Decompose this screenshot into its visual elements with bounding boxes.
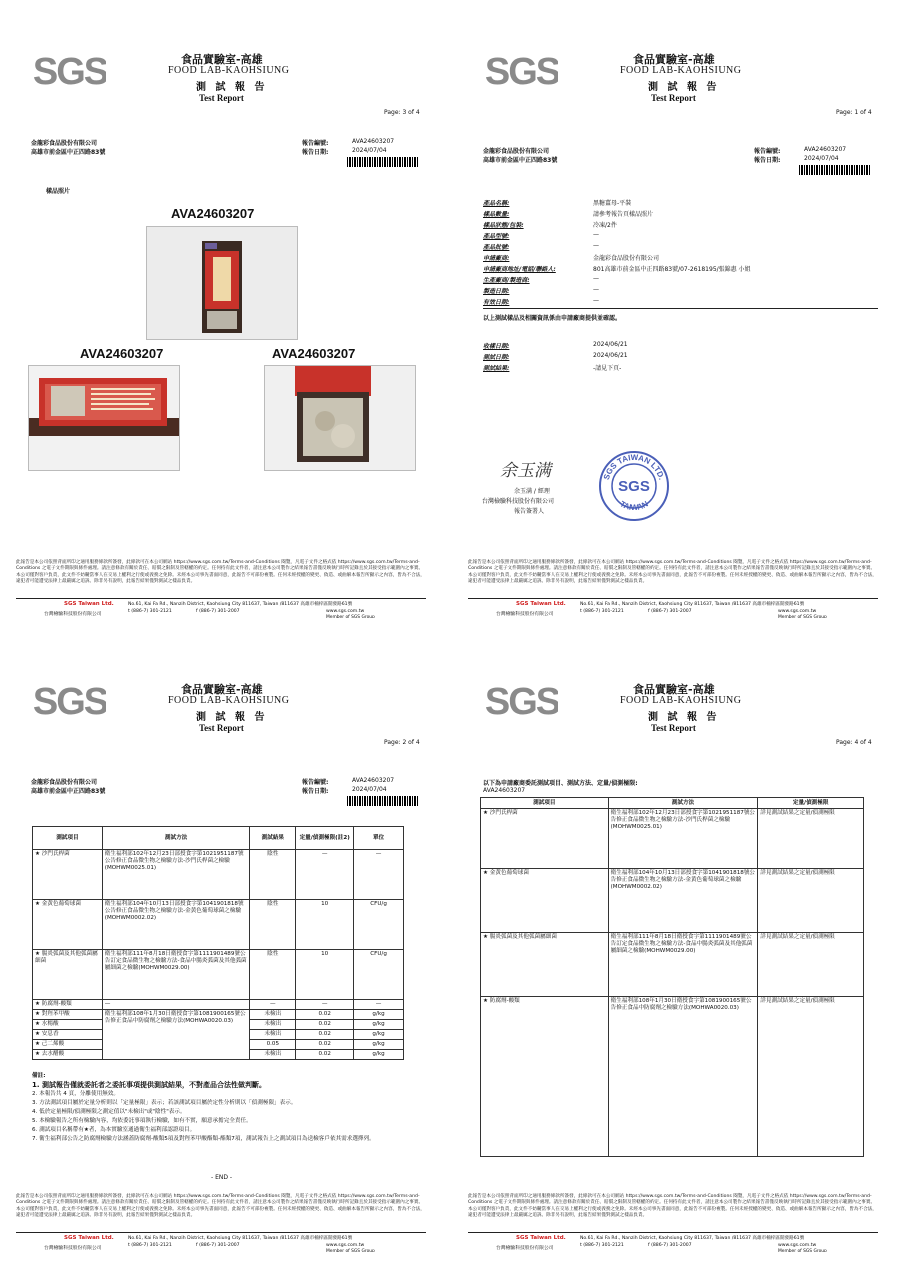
barcode: [347, 796, 419, 806]
report-title-en: Test Report: [199, 93, 244, 103]
results-table: [32, 826, 404, 1060]
info-value: —: [593, 297, 599, 304]
cell-unit: CFU/g: [354, 900, 404, 950]
cell-result: 0.05: [250, 1040, 296, 1050]
disclaimer: 此報告是本公司依照背面所印之通用服務條款所簽發，此條款可在本公司網站 https://www.sgs.com.tw/Terms-and-Conditions 閱覽，凡電子文件之格式依 https://www.sgs.com.tw/Terms-and-Conditions 之電子文件期限與條件處理。請注意條款有關於責任、賠償之限制及管轄權的約定。任何持有此文件者，請注意本公司製作之結果報告書僅反映執行時所記錄且於其接受指示範圍內之事實。本公司僅對客戶負責，此文件不妨礙當事人在交易上權利之行使或義務之免除。未經本公司事先書面同意，此報告不可部份複製。任何未經授權的變更、偽造、或曲解本報告所顯示之內容，皆為不合法，違犯者可能遭受法律上最嚴厲之追訴。除非另有說明，此報告結果僅對測試之樣品負責。: [468, 560, 877, 584]
footer-web: www.sgs.com.tw: [778, 1243, 817, 1248]
report-date-label: 報告日期:: [302, 149, 329, 156]
sample-statement: 以上測試樣品及相關資訊係由申請廠商提供並確認。: [483, 315, 622, 322]
date-value: 2024/06/21: [593, 352, 628, 359]
report-no-label: 報告編號:: [754, 148, 781, 155]
signer-name: 余玉满 / 經理: [514, 488, 550, 495]
page-number: Page: 4 of 4: [836, 739, 872, 746]
cell-method: 衛生福利部108年1月30日衛授食字第1081900165號公告修正食品中防腐劑之檢驗方法(MOHWA0020.03): [608, 997, 758, 1157]
footer-member: Member of SGS Group: [778, 1249, 827, 1252]
cell-limit: 0.02: [296, 1050, 354, 1060]
table-row: [33, 850, 404, 900]
cell-item: ★ 安息香: [33, 1030, 103, 1040]
signer-company: 台灣檢驗科技股份有限公司: [482, 498, 555, 505]
sgs-logo: [486, 678, 558, 722]
table-header-cell: 測試方法: [102, 827, 250, 850]
disclaimer: 此報告是本公司依照背面所印之通用服務條款所簽發，此條款可在本公司網站 https://www.sgs.com.tw/Terms-and-Conditions 閱覽，凡電子文件之格式依 https://www.sgs.com.tw/Terms-and-Conditions 之電子文件期限與條件處理。請注意條款有關於責任、賠償之限制及管轄權的約定。任何持有此文件者，請注意本公司製作之結果報告書僅反映執行時所記錄且於其接受指示範圍內之事實。本公司僅對客戶負責，此文件不妨礙當事人在交易上權利之行使或義務之免除。未經本公司事先書面同意，此報告不可部份複製。任何未經授權的變更、偽造、或曲解本報告所顯示之內容，皆為不合法，違犯者可能遭受法律上最嚴厲之追訴。除非另有說明，此報告結果僅對測試之樣品負責。: [16, 1194, 425, 1218]
report-no: AVA24603207: [804, 146, 847, 153]
signer-role: 報告簽署人: [514, 508, 545, 515]
info-value: 冷凍/2件: [593, 222, 617, 229]
lab-name-en: FOOD LAB-KAOHSIUNG: [620, 695, 742, 706]
svg-text:SGS: SGS: [34, 51, 106, 92]
cell-result: 未檢出: [250, 1010, 296, 1020]
cell-item: ★ 去水醋酸: [33, 1050, 103, 1060]
cell-method: 衛生福利部102年12月23日部授食字第1021951187號公告修正食品微生物之檢驗方法-沙門氏桿菌之檢驗(MOHWM0025.01): [102, 850, 250, 900]
report-title-cn: 測 試 報 告: [196, 712, 268, 723]
cell-item: ★ 對羥苯甲酸: [33, 1010, 103, 1020]
sample-photo-back: [28, 365, 180, 471]
cell-unit: —: [354, 1000, 404, 1010]
info-row: [483, 286, 883, 296]
footer-web: www.sgs.com.tw: [326, 1243, 365, 1248]
table-header-cell: 定量/偵測極限: [758, 798, 864, 809]
footer-fax: f (886-7) 301-2007: [196, 1243, 240, 1248]
sgs-seal: [598, 450, 670, 522]
report-title-en: Test Report: [651, 93, 696, 103]
cell-limit: 詳見測試結果之定量/偵測極限: [758, 933, 864, 997]
report-no: AVA24603207: [352, 777, 395, 784]
info-label: 樣品數量:: [483, 211, 510, 218]
svg-text:TAIWAN: [618, 499, 649, 512]
footer-company: SGS Taiwan Ltd.: [516, 1235, 566, 1241]
cell-unit: —: [354, 850, 404, 900]
footer-address: No.61, Kai Fa Rd., Nanzih District, Kaohsiung City 811637, Taiwan /811637 高雄市楠梓區開發路61號: [580, 1236, 805, 1241]
footer-phone: t (886-7) 301-2121: [128, 609, 172, 614]
report-page-3: [6, 8, 438, 618]
cell-item: ★ 金黃色葡萄球菌: [33, 900, 103, 950]
info-row: [483, 209, 883, 219]
table-header-cell: 測試項目: [33, 827, 103, 850]
date-row: [483, 352, 883, 362]
cell-unit: g/kg: [354, 1020, 404, 1030]
info-label: 申請廠商地址/電話/聯絡人:: [483, 266, 556, 273]
cell-limit: 詳見測試結果之定量/偵測極限: [758, 997, 864, 1157]
report-page-2: [6, 642, 438, 1252]
footer-company-cn: 台灣檢驗科技股份有限公司: [496, 1246, 554, 1251]
sample-photo-front: [146, 226, 298, 340]
svg-text:SGS: SGS: [486, 51, 558, 92]
report-date: 2024/07/04: [804, 155, 839, 162]
table-row: [33, 1010, 404, 1020]
table-row: [481, 809, 864, 869]
footer-company: SGS Taiwan Ltd.: [64, 601, 114, 607]
intro-text: 以下為申請廠商委託測試項目、測試方法、定量/偵測極限:: [483, 780, 638, 787]
cell-limit: 0.02: [296, 1010, 354, 1020]
cell-method: 衛生福利部102年12月23日部授食字第1021951187號公告修正食品微生物之檢驗方法-沙門氏桿菌之檢驗(MOHWM0025.01): [608, 809, 758, 869]
cell-item: ★ 防腐劑-酸類: [33, 1000, 103, 1010]
page-number: Page: 2 of 4: [384, 739, 420, 746]
info-value: 請參考報告頁樣品照片: [593, 211, 654, 218]
cell-item: ★ 己二烯酸: [33, 1040, 103, 1050]
date-row: [483, 363, 883, 373]
client-name: 金龍彩食品股份有限公司: [31, 779, 98, 786]
cell-limit: 10: [296, 950, 354, 1000]
lab-name-cn: 食品實驗室-高雄: [181, 683, 263, 696]
cell-result: 陰性: [250, 950, 296, 1000]
info-label: 產品型號:: [483, 233, 510, 240]
table-header-cell: 測試結果: [250, 827, 296, 850]
svg-text:SGS TAIWAN LTD.: [602, 453, 666, 481]
cell-result: 陰性: [250, 900, 296, 950]
report-title-en: Test Report: [199, 723, 244, 733]
footer-web: www.sgs.com.tw: [778, 609, 817, 614]
table-row: [481, 869, 864, 933]
footer-rule: [16, 1232, 426, 1233]
barcode: [799, 165, 871, 175]
cell-unit: g/kg: [354, 1030, 404, 1040]
report-date-label: 報告日期:: [302, 788, 329, 795]
section-title: 樣品照片: [46, 188, 71, 195]
svg-text:SGS: SGS: [486, 681, 558, 722]
notes: [32, 1072, 375, 1144]
lab-name-cn: 食品實驗室-高雄: [633, 53, 715, 66]
seal-ring-bottom: TAIWAN: [618, 499, 650, 513]
report-no-label: 報告編號:: [302, 140, 329, 147]
report-page-4: [458, 642, 890, 1252]
info-value: —: [593, 286, 599, 293]
note-line: 4. 低於定量極限/偵測極限之測定值以"未檢出"或"陰性"表示。: [32, 1109, 186, 1115]
footer-fax: f (886-7) 301-2007: [648, 609, 692, 614]
footer-member: Member of SGS Group: [326, 615, 375, 618]
table-row: [33, 1000, 404, 1010]
date-label: 測試結果:: [483, 365, 510, 372]
cell-method: 衛生福利部111年8月18日衛授食字第1111901489號公告訂定食品微生物之檢驗方法-食品中腸炎弧菌及其他弧菌屬細菌之檢驗(MOHWM0029.00): [608, 933, 758, 997]
info-row: [483, 275, 883, 285]
cell-unit: g/kg: [354, 1040, 404, 1050]
report-date: 2024/07/04: [352, 147, 387, 154]
lab-name-en: FOOD LAB-KAOHSIUNG: [168, 65, 290, 76]
date-value: 2024/06/21: [593, 341, 628, 348]
info-label: 樣品狀態/包裝:: [483, 222, 524, 229]
info-row: [483, 231, 883, 241]
cell-result: —: [250, 1000, 296, 1010]
cell-method: —: [102, 1000, 250, 1010]
barcode: [347, 157, 419, 167]
footer-company: SGS Taiwan Ltd.: [64, 1235, 114, 1241]
date-row: [483, 341, 883, 351]
lab-name-cn: 食品實驗室-高雄: [633, 683, 715, 696]
cell-method: 衛生福利部104年10月13日部授食字第1041901818號公告修正食品微生物之檢驗方法-金黃色葡萄球菌之檢驗(MOHWM0002.02): [608, 869, 758, 933]
cell-item: ★ 腸炎弧菌及其他弧菌屬細菌: [481, 933, 609, 997]
cell-item: ★ 沙門氏桿菌: [33, 850, 103, 900]
report-page-1: [458, 8, 890, 618]
cell-unit: CFU/g: [354, 950, 404, 1000]
footer-address: No.61, Kai Fa Rd., Nanzih District, Kaohsiung City 811637, Taiwan /811637 高雄市楠梓區開發路61號: [580, 602, 805, 607]
client-address: 高雄市前金區中正四路83號: [483, 157, 558, 164]
page-number: Page: 1 of 4: [836, 109, 872, 116]
info-label: 生產廠商/製造商:: [483, 277, 530, 284]
client-address: 高雄市前金區中正四路83號: [31, 788, 106, 795]
footer-phone: t (886-7) 301-2121: [128, 1243, 172, 1248]
statement-rule: [483, 308, 878, 309]
photo-label-left: AVA24603207: [80, 346, 164, 361]
cell-item: ★ 金黃色葡萄球菌: [481, 869, 609, 933]
note-line: 5. 本檢驗報告之所有檢驗內容，均依委託事項執行檢驗，如有不實，願意承擔完全責任。: [32, 1118, 252, 1124]
info-value: —: [593, 242, 599, 249]
info-value: 金龍彩食品股份有限公司: [593, 255, 660, 262]
client-name: 金龍彩食品股份有限公司: [483, 148, 550, 155]
disclaimer: 此報告是本公司依照背面所印之通用服務條款所簽發，此條款可在本公司網站 https://www.sgs.com.tw/Terms-and-Conditions 閱覽，凡電子文件之格式依 https://www.sgs.com.tw/Terms-and-Conditions 之電子文件期限與條件處理。請注意條款有關於責任、賠償之限制及管轄權的約定。任何持有此文件者，請注意本公司製作之結果報告書僅反映執行時所記錄且於其接受指示範圍內之事實。本公司僅對客戶負責，此文件不妨礙當事人在交易上權利之行使或義務之免除。未經本公司事先書面同意，此報告不可部份複製。任何未經授權的變更、偽造、或曲解本報告所顯示之內容，皆為不合法，違犯者可能遭受法律上最嚴厲之追訴。除非另有說明，此報告結果僅對測試之樣品負責。: [468, 1194, 877, 1218]
footer-fax: f (886-7) 301-2007: [648, 1243, 692, 1248]
cell-method: 衛生福利部111年8月18日衛授食字第1111901489號公告訂定食品微生物之檢驗方法-食品中腸炎弧菌及其他弧菌屬細菌之檢驗(MOHWM0029.00): [102, 950, 250, 1000]
lab-name-en: FOOD LAB-KAOHSIUNG: [168, 695, 290, 706]
lab-name-en: FOOD LAB-KAOHSIUNG: [620, 65, 742, 76]
footer-member: Member of SGS Group: [326, 1249, 375, 1252]
date-label: 收樣日期:: [483, 343, 510, 350]
footer-fax: f (886-7) 301-2007: [196, 609, 240, 614]
report-date-label: 報告日期:: [754, 157, 781, 164]
cell-limit: 0.02: [296, 1020, 354, 1030]
info-label: 產品名稱:: [483, 200, 510, 207]
client-name: 金龍彩食品股份有限公司: [31, 140, 98, 147]
client-address: 高雄市前金區中正四路83號: [31, 149, 106, 156]
seal-center: SGS: [618, 478, 650, 495]
report-date: 2024/07/04: [352, 786, 387, 793]
report-no-label: 報告編號:: [302, 779, 329, 786]
table-row: [33, 900, 404, 950]
cell-limit: 詳見測試結果之定量/偵測極限: [758, 869, 864, 933]
table-header-cell: 測試項目: [481, 798, 609, 809]
table-header-cell: 定量/偵測極限(註2): [296, 827, 354, 850]
info-label: 申請廠商:: [483, 255, 510, 262]
cell-limit: 10: [296, 900, 354, 950]
footer-company-cn: 台灣檢驗科技股份有限公司: [496, 612, 554, 617]
cell-result: 未檢出: [250, 1020, 296, 1030]
info-label: 製造日期:: [483, 288, 510, 295]
note-line: 7. 衛生福利部公告之防腐劑檢驗方法涵蓋防腐劑-酸類5項及對羥苯甲酸酯類-酯類7項，測試報告上之測試項目為送檢客戶依其需求選擇列。: [32, 1136, 375, 1142]
cell-result: 未檢出: [250, 1050, 296, 1060]
notes-title: 備註:: [32, 1073, 46, 1079]
cell-unit: g/kg: [354, 1050, 404, 1060]
footer-phone: t (886-7) 301-2121: [580, 1243, 624, 1248]
note-line: 1. 測試報告僅就委託者之委託事項提供測試結果，不對產品合法性做判斷。: [32, 1081, 266, 1089]
footer-company-cn: 台灣檢驗科技股份有限公司: [44, 1246, 102, 1251]
cell-item: ★ 水楊酸: [33, 1020, 103, 1030]
footer-company: SGS Taiwan Ltd.: [516, 601, 566, 607]
report-title-cn: 測 試 報 告: [648, 82, 720, 93]
info-row: [483, 220, 883, 230]
cell-item: ★ 沙門氏桿菌: [481, 809, 609, 869]
end-marker: - END -: [211, 1174, 233, 1181]
footer-phone: t (886-7) 301-2121: [580, 609, 624, 614]
footer-address: No.61, Kai Fa Rd., Nanzih District, Kaohsiung City 811637, Taiwan /811637 高雄市楠梓區開發路61號: [128, 602, 353, 607]
date-value: -請見下頁-: [593, 365, 622, 372]
note-line: 3. 方法測試項目屬於定量分析則以「定量極限」表示；若該測試項目屬於定性分析則以「偵測極限」表示。: [32, 1100, 297, 1106]
sgs-logo: [486, 48, 558, 92]
svg-text:SGS: SGS: [34, 681, 106, 722]
info-label: 有效日期:: [483, 299, 510, 306]
cell-item: ★ 防腐劑-酸類: [481, 997, 609, 1157]
cell-limit: —: [296, 1000, 354, 1010]
info-row: [483, 264, 883, 274]
note-line: 6. 測試項目名稱帶有★者，為本實驗室通過衛生福利部認證項目。: [32, 1127, 196, 1133]
lab-name-cn: 食品實驗室-高雄: [181, 53, 263, 66]
info-value: —: [593, 275, 599, 282]
footer-rule: [16, 598, 426, 599]
footer-rule: [468, 598, 878, 599]
report-title-cn: 測 試 報 告: [648, 712, 720, 723]
footer-member: Member of SGS Group: [778, 615, 827, 618]
sample-photo-open: [264, 365, 416, 471]
info-row: [483, 297, 883, 307]
cell-limit: 詳見測試結果之定量/偵測極限: [758, 809, 864, 869]
date-label: 測試日期:: [483, 354, 510, 361]
report-title-cn: 測 試 報 告: [196, 82, 268, 93]
table-header-cell: 單位: [354, 827, 404, 850]
report-title-en: Test Report: [651, 723, 696, 733]
disclaimer: 此報告是本公司依照背面所印之通用服務條款所簽發，此條款可在本公司網站 https://www.sgs.com.tw/Terms-and-Conditions 閱覽，凡電子文件之格式依 https://www.sgs.com.tw/Terms-and-Conditions 之電子文件期限與條件處理。請注意條款有關於責任、賠償之限制及管轄權的約定。任何持有此文件者，請注意本公司製作之結果報告書僅反映執行時所記錄且於其接受指示範圍內之事實。本公司僅對客戶負責，此文件不妨礙當事人在交易上權利之行使或義務之免除。未經本公司事先書面同意，此報告不可部份複製。任何未經授權的變更、偽造、或曲解本報告所顯示之內容，皆為不合法，違犯者可能遭受法律上最嚴厲之追訴。除非另有說明，此報告結果僅對測試之樣品負責。: [16, 560, 425, 584]
table-row: [33, 950, 404, 1000]
cell-result: 陰性: [250, 850, 296, 900]
footer-company-cn: 台灣檢驗科技股份有限公司: [44, 612, 102, 617]
table-header-cell: 測試方法: [608, 798, 758, 809]
info-row: [483, 198, 883, 208]
table-row: [481, 933, 864, 997]
report-no: AVA24603207: [352, 138, 395, 145]
cell-limit: 0.02: [296, 1040, 354, 1050]
note-line: 2. 本報告共 4 頁，分離使用無效。: [32, 1091, 119, 1097]
cell-unit: g/kg: [354, 1010, 404, 1020]
report-no: AVA24603207: [483, 787, 526, 794]
info-value: 801高雄市前金區中正四路83號/07-2618195/張錦惠 小姐: [593, 266, 751, 273]
photo-label-main: AVA24603207: [171, 206, 255, 221]
table-row: [481, 997, 864, 1157]
photo-label-right: AVA24603207: [272, 346, 356, 361]
footer-address: No.61, Kai Fa Rd., Nanzih District, Kaohsiung City 811637, Taiwan /811637 高雄市楠梓區開發路61號: [128, 1236, 353, 1241]
cell-limit: —: [296, 850, 354, 900]
info-row: [483, 253, 883, 263]
methods-table: [480, 797, 864, 1157]
info-value: 黑糖薑母-平裝: [593, 200, 632, 207]
signature: 余玉满: [500, 461, 551, 481]
sgs-logo: [34, 678, 106, 722]
footer-rule: [468, 1232, 878, 1233]
sgs-logo: [34, 48, 106, 92]
cell-method: 衛生福利部104年10月13日部授食字第1041901818號公告修正食品微生物之檢驗方法-金黃色葡萄球菌之檢驗(MOHWM0002.02): [102, 900, 250, 950]
info-row: [483, 242, 883, 252]
cell-result: 未檢出: [250, 1030, 296, 1040]
footer-web: www.sgs.com.tw: [326, 609, 365, 614]
page-number: Page: 3 of 4: [384, 109, 420, 116]
cell-method: 衛生福利部108年1月30日衛授食字第1081900165號公告修正食品中防腐劑之檢驗方法(MOHWA0020.03): [102, 1010, 250, 1060]
info-label: 產品批號:: [483, 244, 510, 251]
info-value: —: [593, 231, 599, 238]
seal-ring-top: SGS TAIWAN LTD.: [601, 452, 667, 481]
cell-item: ★ 腸炎弧菌及其他弧菌屬細菌: [33, 950, 103, 1000]
cell-limit: 0.02: [296, 1030, 354, 1040]
